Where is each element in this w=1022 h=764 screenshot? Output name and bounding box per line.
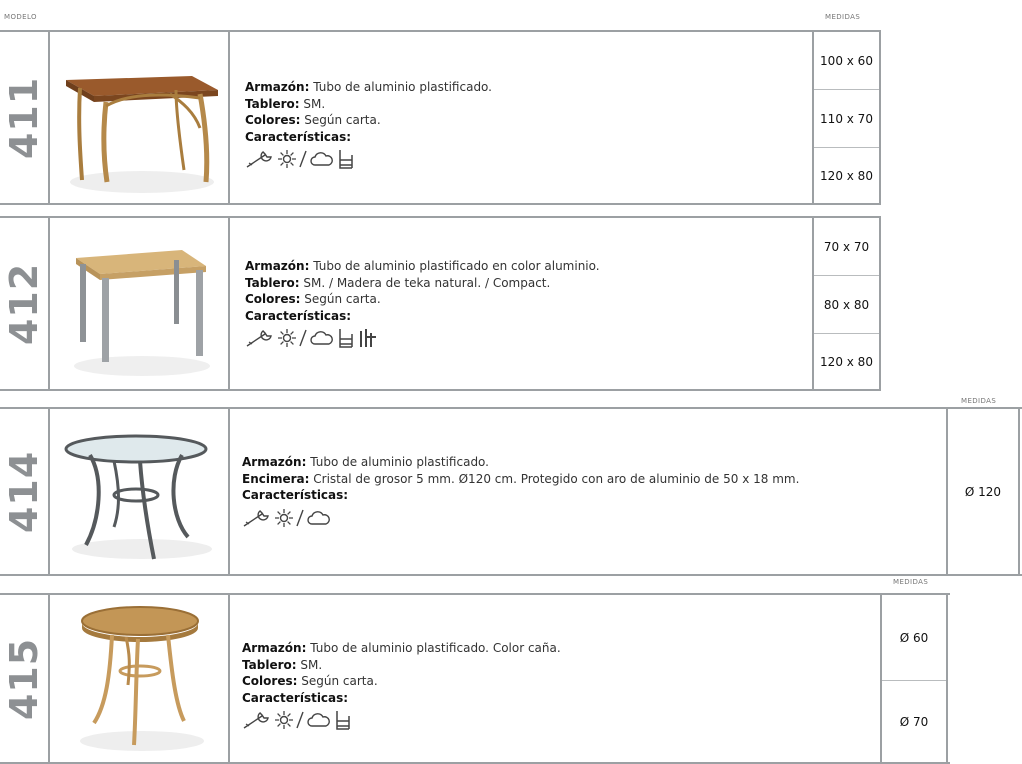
product-row-411 [0,30,881,205]
table-411-photo [50,32,228,203]
medidas-header: MEDIDAS [961,397,997,405]
size-option: 80 x 80 [823,297,870,312]
model-number: 414 [2,450,47,533]
sun-icon [275,710,293,730]
tablero-value: SM. [300,657,323,672]
product-description: Armazón: Tubo de aluminio plastificado. Encimera: Cristal de grosor 5 mm. Ø120 cm. Protegido con aro de aluminio de 50 x 18 mm. Características: [242,454,799,529]
armazon-value: Tubo de aluminio plastificado. Color caña. [310,641,561,655]
feature-icons [242,709,561,731]
wrench-icon [242,508,272,528]
colores-value: Según carta. [304,113,381,127]
size-option: Ø 120 [964,484,1002,499]
sun-icon [275,508,293,528]
table-415-photo [50,595,228,762]
product-row-412 [0,216,881,391]
model-number: 415 [2,637,47,720]
size-option: Ø 60 [899,630,929,645]
slash-icon [296,710,304,730]
model-number: 411 [2,76,47,159]
size-option: 120 x 80 [820,168,873,183]
product-description: Armazón: Tubo de aluminio plastificado en color aluminio. Tablero: SM. / Madera de teka natural. / Compact. Colores: Según carta. Características: [245,258,600,349]
cloud-icon [310,328,334,348]
product-description: Armazón: Tubo de aluminio plastificado. Color caña. Tablero: SM. Colores: Según carta. Características: [242,640,561,731]
medidas-header: MEDIDAS [893,578,929,586]
size-option: 110 x 70 [820,111,873,126]
armazon-value: Tubo de aluminio plastificado. [310,455,489,469]
armazon-value: Tubo de aluminio plastificado. [313,80,492,94]
product-row-415 [0,593,950,764]
table-414-photo [50,409,228,574]
cloud-icon [307,710,331,730]
encimera-value: Cristal de grosor 5 mm. Ø120 cm. Protegido con aro de aluminio de 50 x 18 mm. [313,471,800,486]
wrench-icon [245,149,275,169]
table-412-photo [50,218,228,389]
slash-icon [299,328,307,348]
slash-icon [299,149,307,169]
size-option: 100 x 60 [820,53,873,68]
model-number: 412 [2,262,47,345]
extendable-icon [358,327,378,349]
sun-icon [278,149,296,169]
armazon-value: Tubo de aluminio plastificado en color aluminio. [313,259,600,273]
colores-value: Según carta. [301,674,378,688]
feature-icons [245,148,492,170]
stackable-icon [337,327,355,349]
size-option: 70 x 70 [823,239,870,254]
size-option: 120 x 80 [820,354,873,369]
modelo-header: MODELO [4,13,37,21]
feature-icons [245,327,600,349]
cloud-icon [310,149,334,169]
stackable-icon [334,709,352,731]
wrench-icon [242,710,272,730]
sun-icon [278,328,296,348]
medidas-header: MEDIDAS [825,13,861,21]
product-description: Armazón: Tubo de aluminio plastificado. Tablero: SM. Colores: Según carta. Características: [245,79,492,170]
colores-value: Según carta. [304,292,381,306]
cloud-icon [307,508,331,528]
product-row-414 [0,407,1022,576]
feature-icons [242,507,799,529]
tablero-value: SM. [303,96,326,111]
stackable-icon [337,148,355,170]
wrench-icon [245,328,275,348]
size-option: Ø 70 [899,714,929,729]
tablero-value: SM. / Madera de teka natural. / Compact. [303,275,551,290]
slash-icon [296,508,304,528]
